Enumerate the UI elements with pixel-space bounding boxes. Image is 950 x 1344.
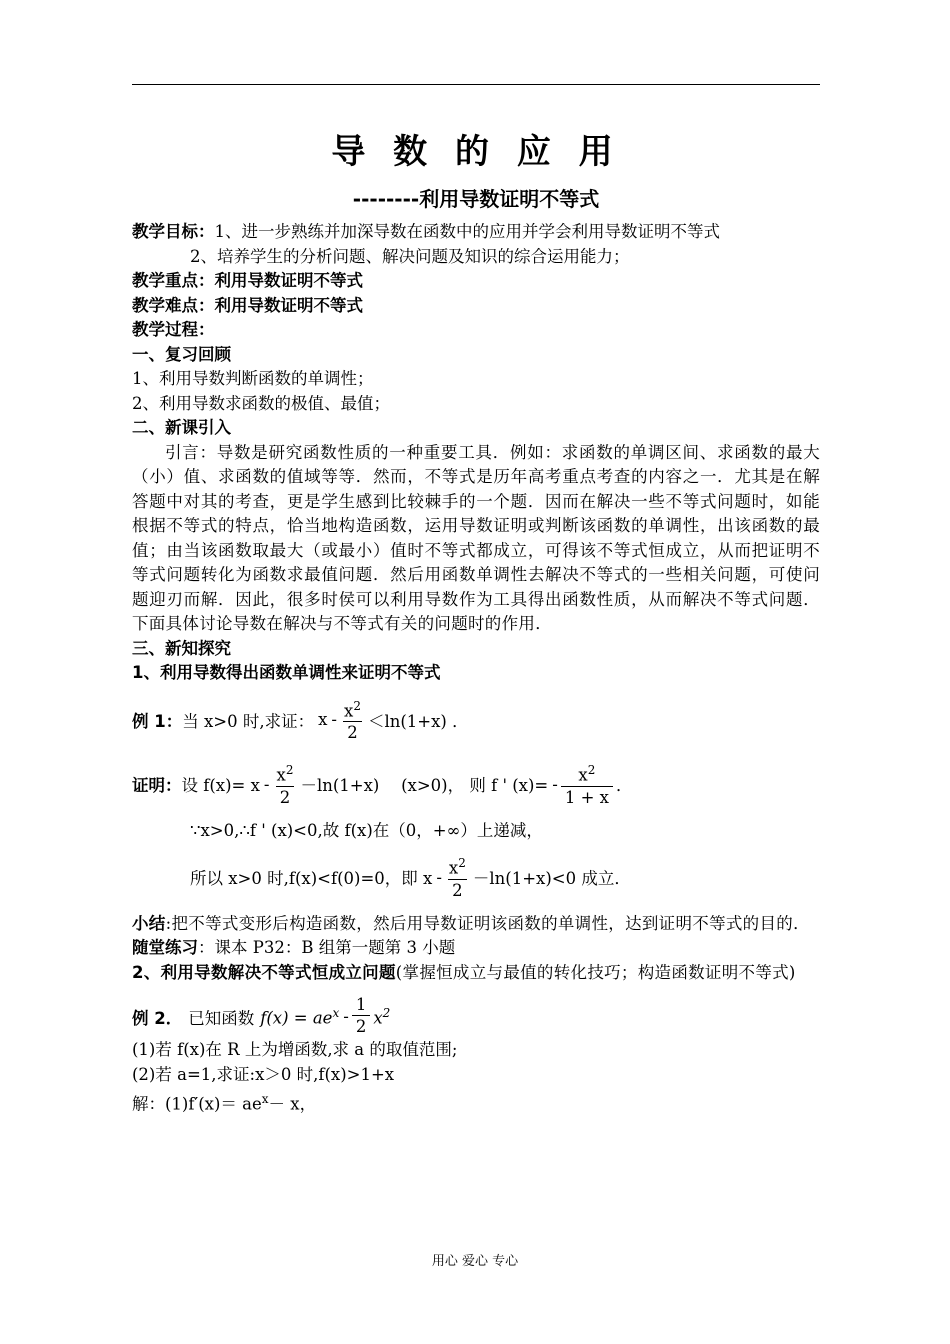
section-3-heading: 三、新知探究: [132, 638, 231, 658]
section-2-heading: 二、新课引入: [132, 418, 231, 437]
example-1-text: 当 x>0 时,求证：: [182, 711, 315, 731]
proof-line-2: ∵x>0,∴f ' (x)<0,故 f(x)在（0，+∞）上递减，: [190, 820, 543, 840]
example-2-solution: 解：$(1)f'(x)= ae^x- x$，: [132, 1092, 317, 1114]
example-2-func: $f(x) = ae^x$: [260, 1005, 340, 1028]
header-rule: [132, 84, 820, 85]
page-title: 导 数 的 应 用: [331, 132, 621, 172]
goal-2: 2、培养学生的分析问题、解决问题及知识的综合运用能力；: [190, 246, 630, 266]
example-1-rhs: ＜ln(1+x) ．: [367, 711, 469, 731]
teaching-goals: [132, 220, 820, 245]
practice-label: 随堂练习: [132, 938, 198, 957]
subsection-2-heading: 2、利用导数解决不等式恒成立问题(掌握恒成立与最值的转化技巧；构造函数证明不等式): [132, 962, 796, 982]
proof-fraction-2: $\frac{x^2}{1 + x}$: [561, 760, 613, 809]
goal-1: 1、进一步熟练并加深导数在函数中的应用并学会利用导数证明不等式: [214, 222, 720, 241]
proof-end: ．: [615, 776, 633, 796]
proof-line-3-a: 所以 x>0 时,f(x)<f(0)=0，即 x: [190, 869, 433, 889]
proof-text: 设 f(x)= x: [181, 776, 260, 796]
summary-text: :把不等式变形后构造函数，然后用导数证明该函数的单调性，达到证明不等式的目的．: [165, 913, 810, 933]
proof-line-3-b: －ln(1+x)<0 成立．: [472, 869, 631, 889]
example-2: 例 2． 已知函数 $f(x) = ae^x$ - $\frac{1}{2}$ $x^2$: [132, 995, 391, 1036]
page-subtitle: --------利用导数证明不等式: [352, 187, 600, 211]
summary-label: 小结: [132, 913, 166, 933]
proof-line-1: 证明： 设 f(x)= x - $\frac{x^2}{2}$ －ln(1+x) (x>0)， 则 f ' (x)= - $\frac{x^2}{1 + x}$ ．: [132, 760, 820, 809]
practice: [132, 936, 820, 961]
example-1: 例 1： 当 x>0 时,求证： x - $\frac{x^2}{2}$ ＜ln(1+x) ．: [132, 696, 820, 745]
practice-text: ：课本 P32：B 组第一题第 3 小题: [198, 938, 456, 957]
example-2-fraction: $\frac{1}{2}$: [352, 995, 371, 1038]
section-1-heading: 一、复习回顾: [132, 344, 231, 364]
proof-fraction-1: $\frac{x^2}{2}$: [276, 763, 294, 807]
proof-mid: －ln(1+x) (x>0)， 则 f ' (x)=: [300, 776, 549, 796]
summary: [132, 912, 820, 937]
proof-fraction-3: $\frac{x^2}{2}$: [448, 856, 466, 900]
example-2-tail: $x^2$: [373, 1005, 391, 1028]
proof-line-3: 所以 x>0 时,f(x)<f(0)=0，即 x - $\frac{x^2}{2}$ －ln(1+x)<0 成立．: [132, 853, 820, 902]
intro-paragraph: 引言：导数是研究函数性质的一种重要工具．例如：求函数的单调区间、求函数的最大（小）值、求函数的值域等等．然而，不等式是历年高考重点考查的内容之一．尤其是在解答题中对其的考查，更是学生感到比较棘手的一个题．因而在解决一些不等式问题时，如能根据不等式的特点，恰当地构造函数，运用导数证明或判断该函数的单调性，出该函数的最值；由当该函数取最大（或最小）值时不等式都成立，可得该不等式恒成立，从而把证明不等式问题转化为函数求最值问题．然后用函数单调性去解决不等式的一些相关问题，可使问题迎刃而解．因此，很多时侯可以利用导数作为工具得出函数性质，从而解决不等式问题．下面具体讨论导数在解决与不等式有关的问题时的作用．: [132, 442, 820, 633]
teaching-process: 教学过程：: [132, 320, 215, 339]
goals-label: 教学目标：: [132, 222, 215, 241]
example-1-fraction: $\frac{x^2}{2}$: [344, 698, 361, 742]
subsection-1-heading: 1、利用导数得出函数单调性来证明不等式: [132, 663, 441, 682]
document-body: [132, 110, 820, 1117]
example-2-question-2: (2)若 a=1,求证:x＞0 时,f(x)>1+x: [132, 1064, 395, 1084]
example-2-label: 例 2．: [132, 1008, 183, 1028]
review-item-1: 1、利用导数判断函数的单调性；: [132, 369, 374, 388]
page-footer: 用心 爱心 专心: [431, 1254, 519, 1269]
example-1-label: 例 1：: [132, 711, 183, 731]
proof-label: 证明：: [132, 776, 182, 796]
review-item-2: 2、利用导数求函数的极值、最值；: [132, 393, 390, 413]
example-2-question-1: (1)若 f(x)在 R 上为增函数,求 a 的取值范围;: [132, 1040, 458, 1059]
example-2-text: 已知函数: [188, 1008, 255, 1028]
example-1-x: x: [318, 710, 328, 730]
teaching-difficulty: 教学难点：利用导数证明不等式: [132, 295, 363, 315]
teaching-focus: 教学重点：利用导数证明不等式: [132, 271, 363, 290]
